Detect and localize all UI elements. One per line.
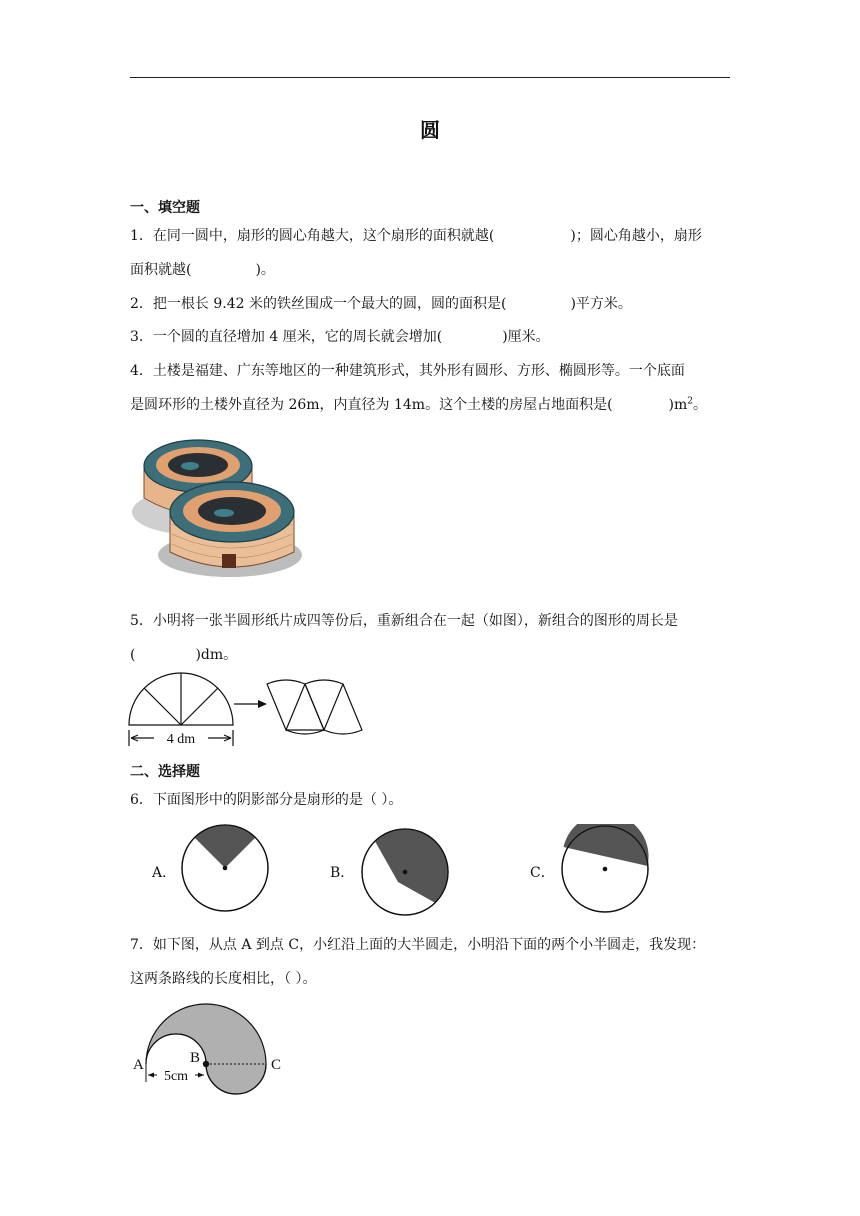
question-2 [130,293,730,313]
question-6: 6．下面图形中的阴影部分是扇形的是（ ）。 [130,792,403,808]
recombined-shape [267,680,362,734]
option-c-figure [560,824,650,914]
front-door [222,554,236,568]
back-center [181,462,199,470]
q2-text-b: )平方米。 [570,296,632,312]
semicircle-paths-figure [126,998,296,1098]
dim-label: 4 dm [166,732,196,747]
question-4-line-2 [130,394,730,414]
dim-arrow-a [148,1073,154,1078]
label-a: A [133,1057,144,1073]
question-5-line-2 [130,644,730,664]
header-rule [130,77,730,78]
q4-text-d: 。 [693,397,708,413]
transform-arrow-head [258,700,267,708]
section-fill-in: 一、填空题 [130,200,200,216]
option-c-label[interactable]: C． [530,865,555,881]
dim-label-5cm: 5cm [163,1069,189,1084]
front-center [214,509,234,517]
question-4-line-1: 4．土楼是福建、广东等地区的一种建筑形式，其外形有圆形、方形、椭圆形等。一个底面 [130,363,685,379]
q3-text-b: )厘米。 [502,329,550,345]
question-3 [130,326,730,346]
semicircle-figure [126,668,371,750]
q1-text-b: )；圆心角越小，扇形 [570,228,702,244]
tulou-illustration [130,430,310,580]
option-b-label[interactable]: B． [330,865,355,881]
radius-1 [144,688,181,725]
center-a [223,866,228,871]
option-b-figure [360,827,450,917]
dim-arrow-b [198,1073,204,1078]
q5-text-b: ( [130,647,136,663]
q2-text-a: 2．把一根长 9.42 米的铁丝围成一个最大的圆，圆的面积是( [130,296,507,312]
q1-text-d: )。 [255,262,275,278]
point-b [203,1061,209,1067]
question-7-line-2: 这两条路线的长度相比，（ ）。 [130,971,317,987]
q3-text-a: 3．一个圆的直径增加 4 厘米，它的周长就会增加( [130,329,443,345]
sector-4 [324,684,362,734]
q4-superscript: 2 [687,396,694,407]
page-title: 圆 [420,118,440,142]
center-b [403,870,408,875]
sector-2-sides [286,684,324,730]
question-5-line-1: 5．小明将一张半圆形纸片成四等份后，重新组合在一起（如图），新组合的图形的周长是 [130,613,678,629]
radius-3 [181,688,218,725]
question-1-line-2 [130,259,730,279]
center-c [603,867,608,872]
label-c: C [271,1057,282,1073]
q1-text-a: 1．在同一圆中，扇形的圆心角越大，这个扇形的面积就越( [130,228,495,244]
label-b: B [190,1050,201,1066]
question-7-line-1: 7．如下图，从点 A 到点 C，小红沿上面的大半圆走，小明沿下面的两个小半圆走，我发现： [130,937,706,953]
sector-1 [267,680,305,730]
q1-text-c: 面积就越( [130,262,192,278]
section-choice: 二、选择题 [130,764,200,780]
q4-text-b: 是圆环形的土楼外直径为 26m，内直径为 14m。这个土楼的房屋占地面积是( [130,397,613,413]
question-1-line-1 [130,225,730,245]
option-a-figure [180,823,270,913]
q5-text-c: )dm。 [195,647,238,663]
option-a-label[interactable]: A． [152,865,177,881]
sector-3 [305,680,343,730]
q4-text-c: )m [668,397,688,413]
